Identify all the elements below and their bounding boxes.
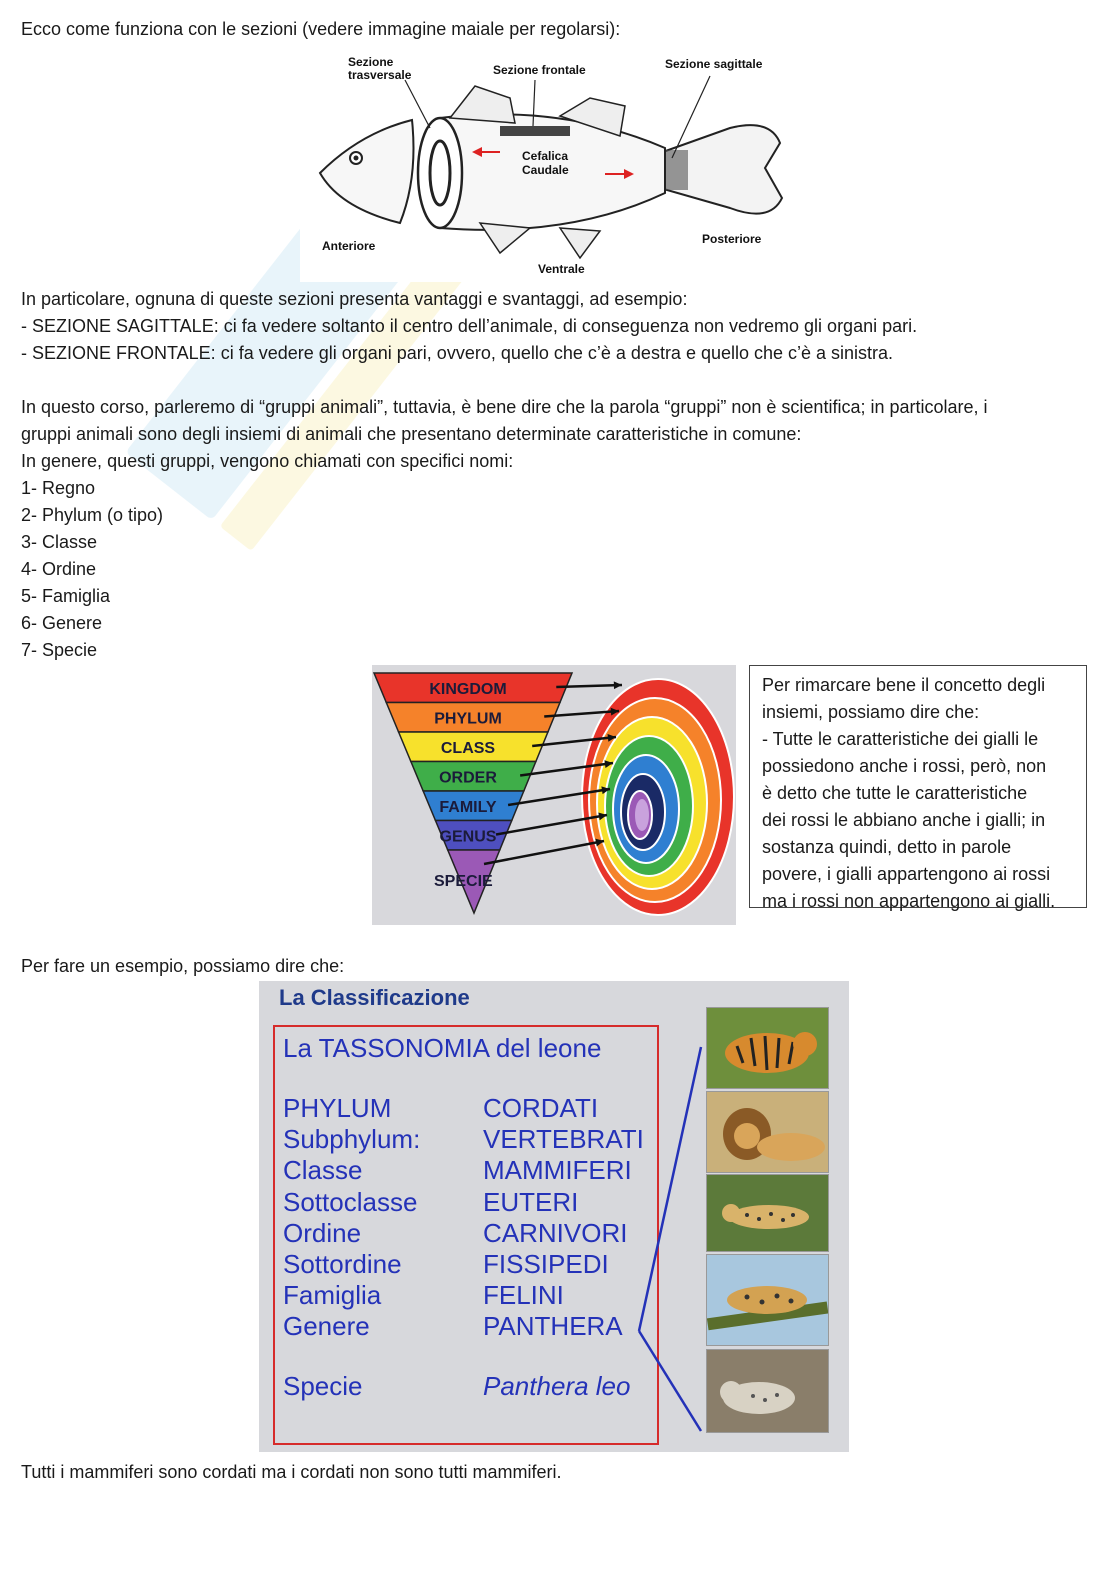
- connector-lines: [629, 1041, 709, 1441]
- pyramid-label: KINGDOM: [429, 681, 507, 698]
- label-trasversale: Sezione trasversale: [348, 55, 412, 82]
- pyramid-label: GENUS: [439, 828, 497, 846]
- leopard-image: [706, 1254, 829, 1346]
- circle-core: [635, 799, 649, 831]
- paragraph-line: gruppi animali sono degli insiemi di animali che presentano determinate caratteristiche in comune:: [21, 424, 802, 444]
- note-line: dei rossi le abbiano anche i gialli; in: [762, 810, 1046, 830]
- tiger-image: [706, 1007, 829, 1089]
- note-line: è detto che tutte le caratteristiche: [762, 783, 1028, 803]
- rank-label: Sottoclasse: [283, 1186, 418, 1217]
- pyramid-label: SPECIE: [434, 873, 493, 890]
- list-item: 2- Phylum (o tipo): [21, 505, 164, 525]
- rank-label: Specie: [283, 1371, 363, 1401]
- taxonomy-list: [21, 475, 163, 664]
- rank-value: FISSIPEDI: [483, 1249, 609, 1279]
- label-sagittale: Sezione sagittale: [665, 57, 763, 71]
- note-line: sostanza quindi, detto in parole: [762, 837, 1012, 857]
- list-item: 5- Famiglia: [21, 586, 111, 606]
- concentric-circles: [582, 679, 734, 915]
- label-cefalica: Cefalica: [522, 149, 569, 163]
- note-line: povere, i gialli appartengono ai rossi: [762, 864, 1051, 884]
- rank-label: Sottordine: [283, 1249, 402, 1279]
- note-line: ma i rossi non appartengono ai gialli.: [762, 891, 1056, 911]
- rank-value: PANTHERA: [483, 1311, 623, 1342]
- pyramid-diagram: [372, 665, 736, 925]
- rank-label: Subphylum:: [283, 1124, 421, 1155]
- example-line: Per fare un esempio, possiamo dire che:: [21, 956, 345, 976]
- note-line: Per rimarcare bene il concetto degli: [762, 675, 1046, 695]
- pyramid-label: CLASS: [440, 740, 496, 757]
- pyramid-label: ORDER: [439, 769, 497, 787]
- taxonomy-frame: [273, 1025, 659, 1445]
- pyramid-levels: [374, 673, 572, 913]
- intro-line: Ecco come funziona con le sezioni (vedere immagine maiale per regolarsi):: [21, 19, 621, 39]
- note-line: insiemi, possiamo dire che:: [762, 702, 980, 722]
- paragraph-line: - SEZIONE SAGITTALE: ci fa vedere soltanto il centro dell’animale, di conseguenza non vedremo gli organi pari.: [21, 316, 918, 336]
- rank-value: Panthera leo: [483, 1371, 631, 1401]
- rank-value: CORDATI: [483, 1093, 599, 1123]
- label-ventrale: Ventrale: [538, 262, 585, 276]
- rank-label: Ordine: [283, 1217, 362, 1248]
- rank-label: PHYLUM: [283, 1093, 392, 1123]
- lion-image: [706, 1091, 829, 1173]
- rank-value: CARNIVORI: [483, 1217, 628, 1248]
- paragraph-sections: [21, 286, 917, 367]
- note-box: [749, 665, 1087, 911]
- jaguar-image: [706, 1174, 829, 1252]
- paragraph-line: In particolare, ognuna di queste sezioni presenta vantaggi e svantaggi, ad esempio:: [21, 289, 688, 309]
- taxonomy-subtitle: La TASSONOMIA del leone: [283, 1033, 602, 1063]
- list-item: 1- Regno: [21, 478, 96, 498]
- pyramid-arrow-head: [614, 681, 622, 689]
- list-item: 7- Specie: [21, 640, 98, 660]
- label-anteriore: Anteriore: [322, 239, 376, 253]
- list-item: 4- Ordine: [21, 559, 97, 579]
- paragraph-line: In questo corso, parleremo di “gruppi animali”, tuttavia, è bene dire che la parola “gruppi” non è scientifica; in particolare, i: [21, 397, 988, 417]
- pyramid-label: FAMILY: [439, 799, 497, 816]
- note-line: possiedono anche i rossi, però, non: [762, 756, 1047, 776]
- label-frontale: Sezione frontale: [493, 63, 586, 77]
- lion-taxonomy-figure: [259, 981, 849, 1452]
- closing-line: Tutti i mammiferi sono cordati ma i cordati non sono tutti mammiferi.: [21, 1462, 562, 1482]
- fish-sections-diagram: [300, 48, 800, 282]
- list-item: 6- Genere: [21, 613, 103, 633]
- rank-value: EUTERI: [483, 1186, 579, 1217]
- rank-value: FELINI: [483, 1280, 564, 1311]
- rank-value: MAMMIFERI: [483, 1155, 632, 1186]
- label-caudale: Caudale: [522, 163, 569, 177]
- rank-value: VERTEBRATI: [483, 1124, 644, 1155]
- list-item: 3- Classe: [21, 532, 98, 552]
- rank-label: Famiglia: [283, 1280, 382, 1311]
- paragraph-line: - SEZIONE FRONTALE: ci fa vedere gli organi pari, ovvero, quello che c’è a destra e quello che c’è a sinistra.: [21, 343, 894, 363]
- pyramid-label: PHYLUM: [434, 710, 502, 728]
- taxonomy-title: La Classificazione: [279, 985, 470, 1010]
- snow-leopard-image: [706, 1349, 829, 1433]
- note-line: - Tutte le caratteristiche dei gialli le: [762, 729, 1039, 749]
- rank-label: Classe: [283, 1155, 363, 1186]
- paragraph-line: In genere, questi gruppi, vengono chiamati con specifici nomi:: [21, 451, 514, 471]
- label-posteriore: Posteriore: [702, 232, 762, 246]
- rank-label: Genere: [283, 1311, 370, 1342]
- paragraph-groups: [21, 394, 1081, 475]
